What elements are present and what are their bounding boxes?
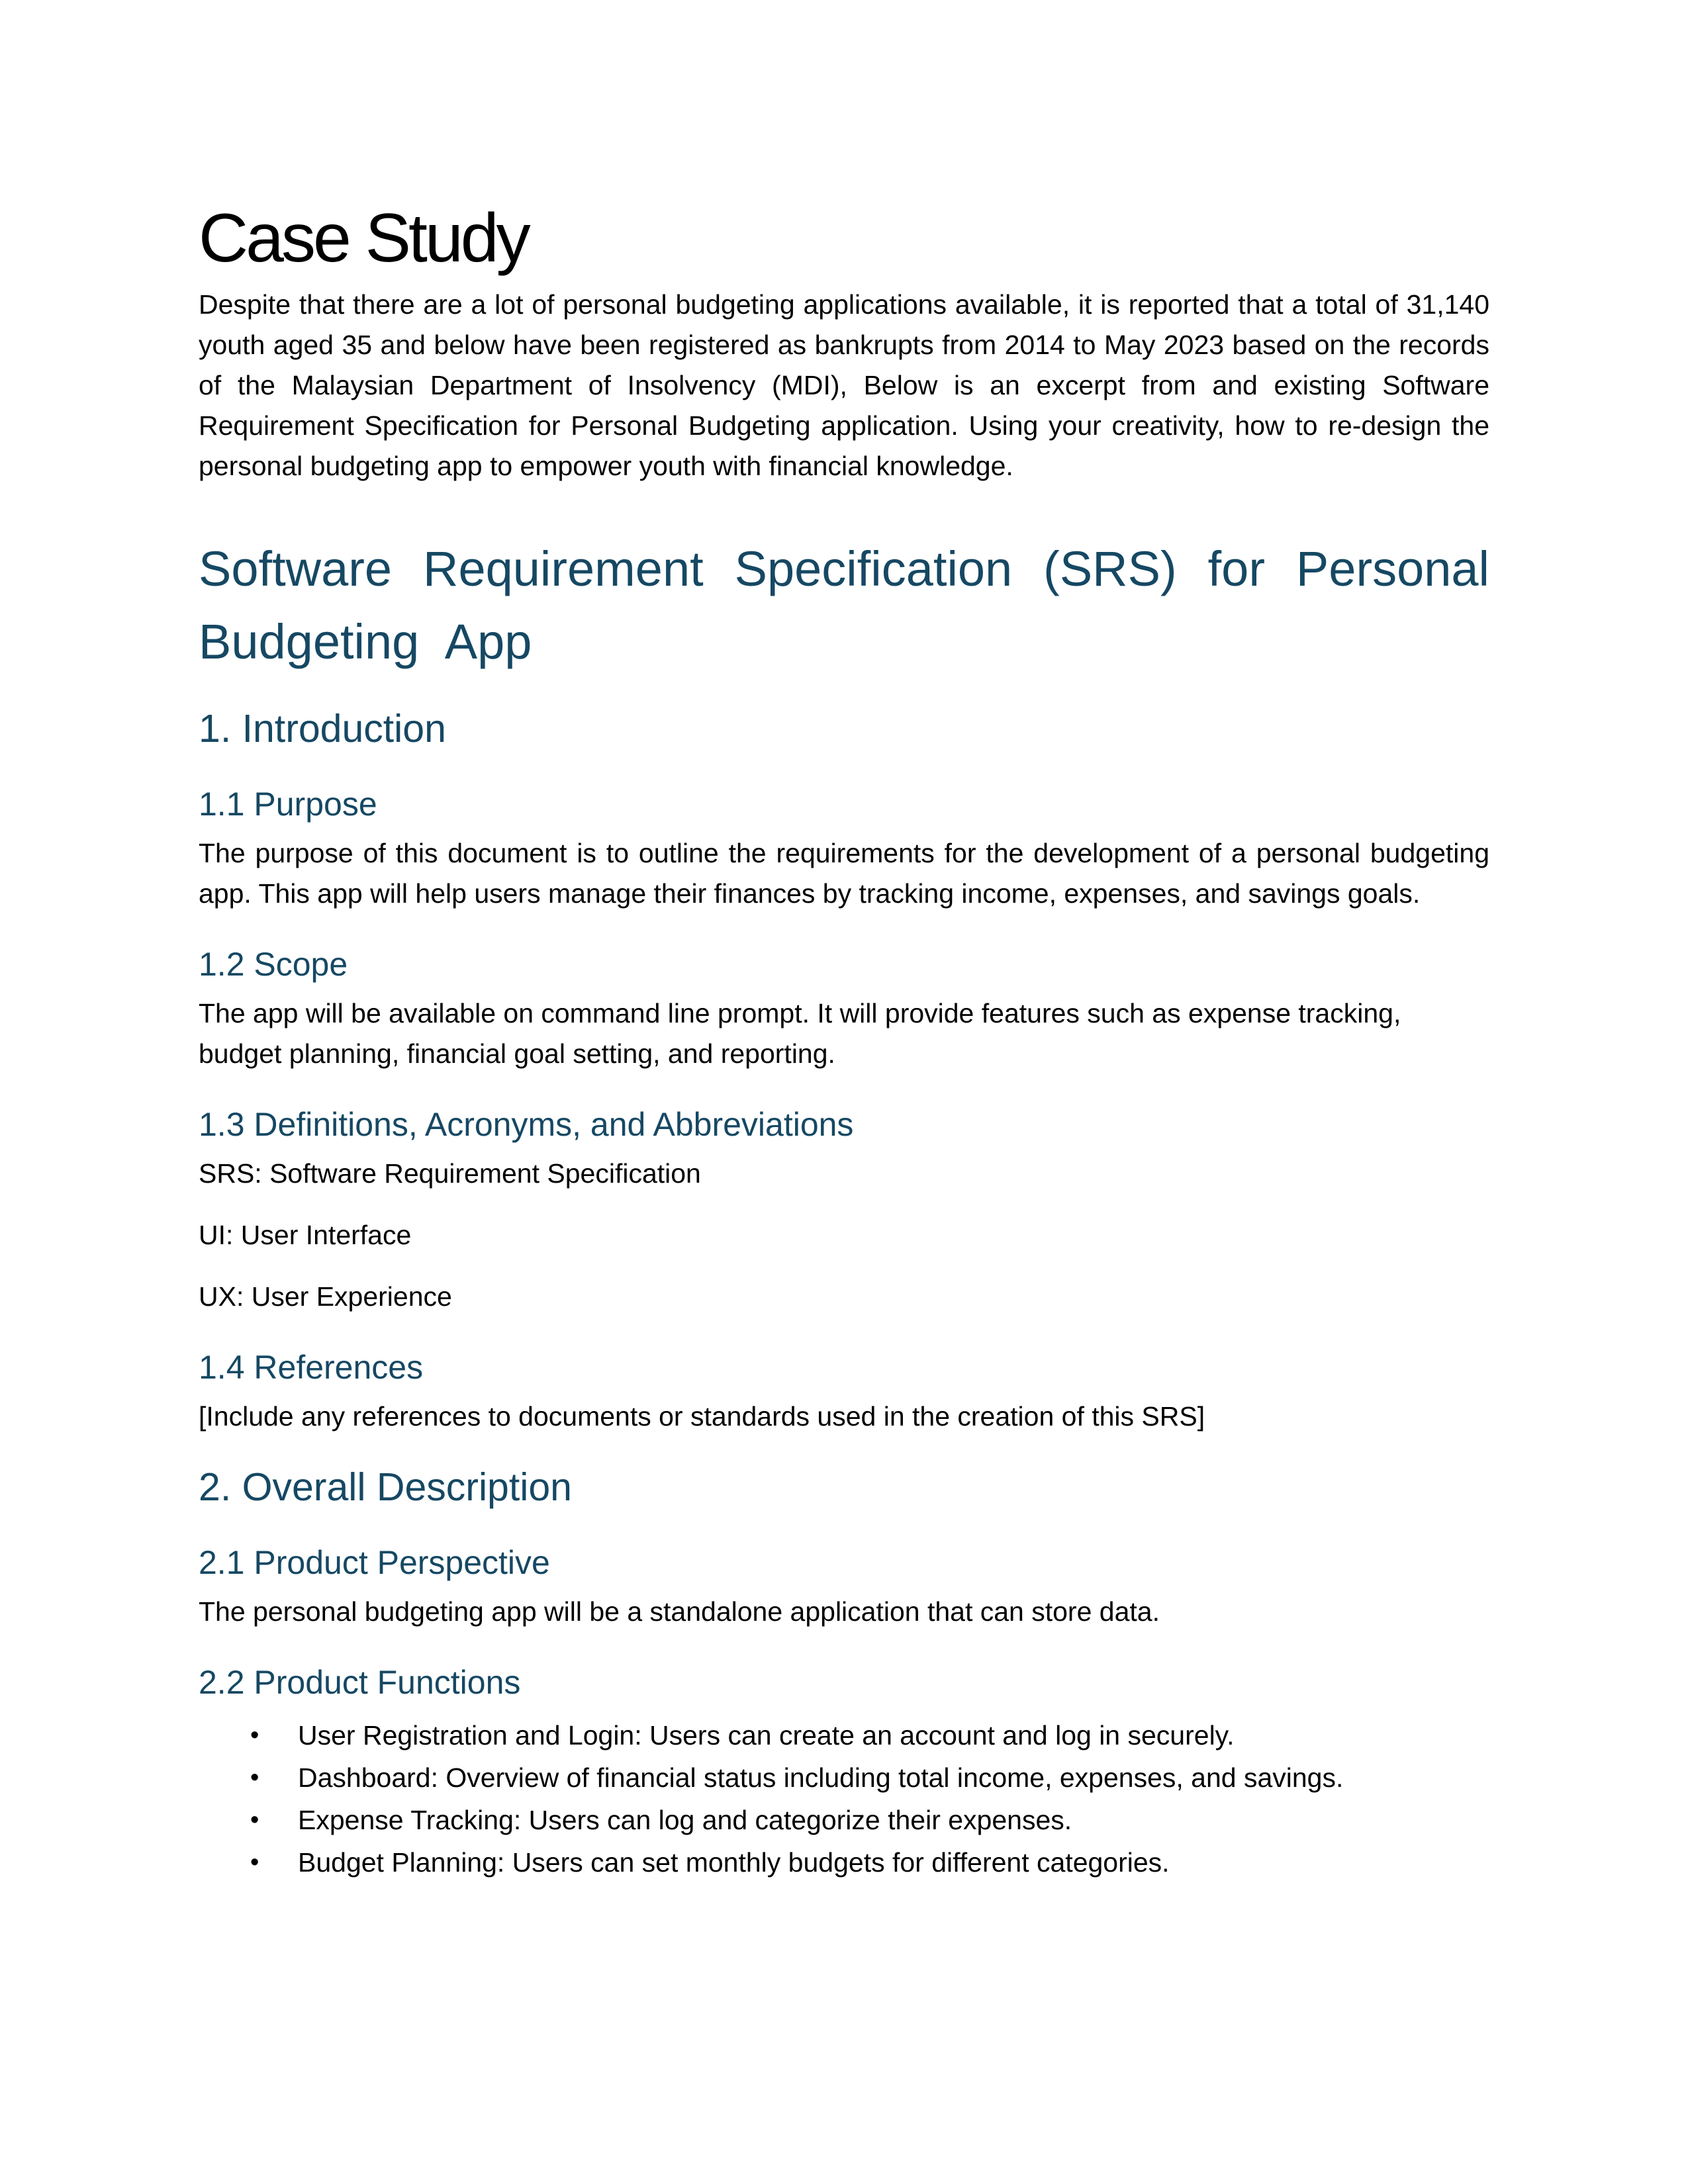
subsection-heading-references: 1.4 References	[199, 1349, 424, 1386]
section-heading-introduction: 1. Introduction	[199, 707, 446, 751]
subsection-heading-product-perspective: 2.1 Product Perspective	[199, 1544, 550, 1581]
product-perspective-paragraph: The personal budgeting app will be a standalone application that can store data.	[199, 1596, 1160, 1627]
subsection-heading-product-functions: 2.2 Product Functions	[199, 1664, 521, 1701]
list-item	[199, 1799, 1489, 1841]
intro-paragraph: Despite that there are a lot of personal budgeting applications available, it is reported that a total of 31,140 youth aged 35 and below have been registered as bankrupts from 2014 to May 2023 based on the records of the Malaysian Department of Insolvency (MDI), Below is an excerpt from and existing Software Requirement Specification for Personal Budgeting application. Using your creativity, how to re-design the personal budgeting app to empower youth with financial knowledge.	[199, 289, 1489, 481]
purpose-paragraph: The purpose of this document is to outline the requirements for the development of a personal budgeting app. This app will help users manage their finances by tracking income, expenses, and savings goals.	[199, 838, 1489, 909]
definitions-list	[199, 1154, 1489, 1317]
definition-item: SRS: Software Requirement Specification	[199, 1158, 701, 1189]
list-item-text: Budget Planning: Users can set monthly budgets for different categories.	[298, 1847, 1170, 1878]
list-item-text: User Registration and Login: Users can create an account and log in securely.	[298, 1720, 1235, 1751]
srs-title: Software Requirement Specification (SRS) for Personal Budgeting App	[199, 541, 1489, 669]
bullet-icon: •	[250, 1848, 259, 1876]
page-title: Case Study	[199, 200, 528, 277]
bullet-icon: •	[250, 1806, 259, 1834]
definition-item: UX: User Experience	[199, 1281, 452, 1312]
list-item-text: Dashboard: Overview of financial status including total income, expenses, and savings.	[298, 1762, 1344, 1793]
product-functions-list	[199, 1714, 1489, 1884]
list-item	[199, 1841, 1489, 1884]
references-paragraph: [Include any references to documents or standards used in the creation of this SRS]	[199, 1401, 1205, 1432]
list-item	[199, 1756, 1489, 1799]
bullet-icon: •	[250, 1764, 259, 1792]
subsection-heading-definitions: 1.3 Definitions, Acronyms, and Abbreviations	[199, 1106, 854, 1143]
subsection-heading-scope: 1.2 Scope	[199, 946, 348, 983]
list-item	[199, 1714, 1489, 1756]
list-item-text: Expense Tracking: Users can log and categorize their expenses.	[298, 1805, 1072, 1835]
bullet-icon: •	[250, 1721, 259, 1749]
section-heading-overall-description: 2. Overall Description	[199, 1465, 572, 1509]
document-page	[199, 199, 1489, 1884]
definition-item: UI: User Interface	[199, 1220, 412, 1250]
scope-paragraph: The app will be available on command line prompt. It will provide features such as expense tracking, budget planning, financial goal setting, and reporting.	[199, 998, 1401, 1069]
subsection-heading-purpose: 1.1 Purpose	[199, 786, 377, 823]
